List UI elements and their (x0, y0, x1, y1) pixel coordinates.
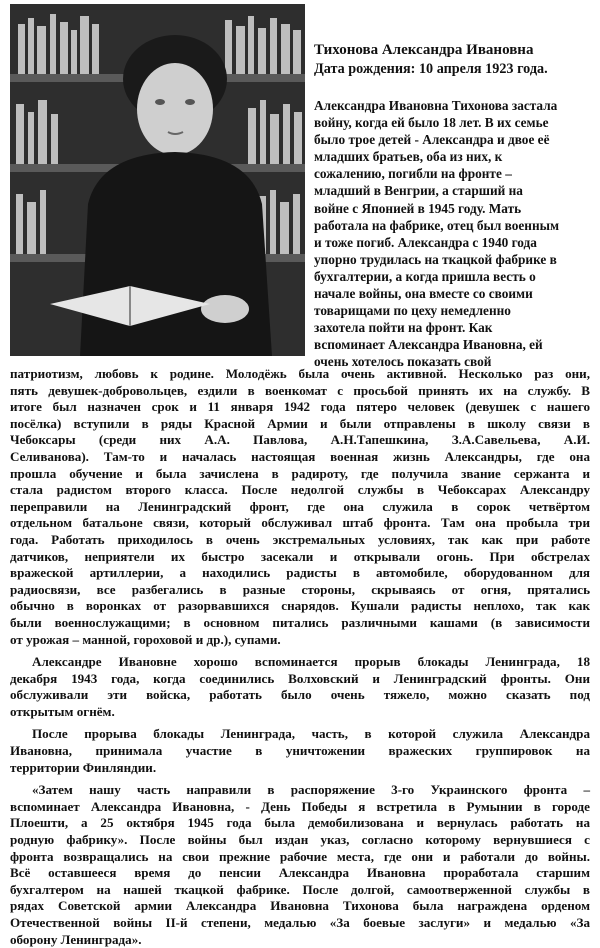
side-line: начале войны, она вместе со своими (314, 286, 533, 302)
text-line: родную фабрику». После войны был издан указ, согласно которому вернувшиеся с (10, 832, 590, 848)
text-line: стала радистом второго класса. После недолгой службы в Чебоксарах Александру (10, 482, 590, 498)
side-line: было трое детей - Александра и двое её (314, 132, 550, 148)
text-line: Селиванова). Там-то и началась настоящая военная жизнь Александры, где она (10, 448, 590, 464)
text-line: прошла обучение и была зачислена в радироту, где получила звание сержанта и (10, 465, 590, 481)
text-line: вражеской артиллерии, а находились радисты в автомобиле, оборудованном для (10, 565, 590, 581)
text-line: фронта возвращались на свои прежние рабочие места, где они и работали до войны. (10, 848, 590, 864)
side-line: младших братьев, оба из них, к (314, 149, 503, 165)
side-line: захотела пойти на фронт. Как (314, 320, 493, 336)
side-line: товарищами по цеху немедленно (314, 303, 511, 319)
text-line: посёлка) вступили в ряды Красной Армии и были отправлены в школу связи в (10, 415, 590, 431)
text-line: оборону Ленинграда». (10, 931, 142, 947)
text-line: обслуживали эти войска, работать было очень тяжело, можно сказать под (10, 687, 590, 703)
text-line: переправили на Ленинградский фронт, где она служила в сорок четвёртом (10, 498, 590, 514)
text-line: После прорыва блокады Ленинграда, часть, в которой служила Александра (32, 726, 590, 742)
text-line: патриотизм, любовь к родине. Молодёжь была очень активной. Несколько раз они, (10, 366, 590, 381)
side-line: и тоже погиб. Александра с 1940 года (314, 234, 537, 250)
text-line: Всё оставшееся время до пенсии Александра Ивановна проработала старшим (10, 865, 590, 881)
text-line: были военнослужащими; в основном питались различными кашами (в зависимости (10, 614, 590, 630)
side-line: войну, когда ей было 18 лет. В их семье (314, 115, 549, 131)
text-line: открытым огнём. (10, 703, 115, 719)
text-line: бухгалтером на нашей ткацкой фабрике. После долгой, самоотверженной службы в (10, 881, 590, 897)
text-line: Александре Ивановне хорошо вспоминается прорыв блокады Ленинграда, 18 (32, 654, 590, 670)
main-text (10, 366, 590, 948)
text-line: от урожая – манной, гороховой и др.), супами. (10, 631, 281, 647)
paragraph-4 (10, 782, 590, 948)
side-line: войне с Японией в 1945 году. Мать (314, 200, 522, 216)
text-line: «Затем нашу часть направили в распоряжение 3-го Украинского фронта – (32, 782, 590, 798)
text-line: рядах Советской армии Александра Ивановна Тихонова была награждена орденом (10, 898, 590, 914)
paragraph-2 (10, 654, 590, 720)
text-line: Ивановна, принимала участие в уничтожении вражеских группировок на (10, 743, 590, 759)
side-line: вспоминает Александра Ивановна, ей (314, 337, 543, 353)
text-line: года. Работать приходилось в очень экстремальных условиях, так как при работе (10, 531, 590, 547)
paragraph-1 (10, 366, 590, 648)
text-line: радиосвязи, все разбегались в разные стороны, скрываясь от огня, прятались (10, 581, 590, 597)
side-line: работала на фабрике, отец был военным (314, 217, 560, 233)
birth-date: Дата рождения: 10 апреля 1923 года. (314, 61, 548, 77)
side-line: очень хотелось показать свой (314, 354, 492, 370)
side-line: бухгалтерии, а когда пришла весть о (314, 268, 536, 284)
side-column-text (314, 97, 592, 371)
text-line: отдельном батальоне связи, который обслуживал штаб фронта. Там она пробыла три (10, 515, 590, 531)
side-line: Александра Ивановна Тихонова застала (314, 98, 558, 113)
text-line: Отечественной войны II-й степени, медалью «За боевые заслуги» и медалью «За (10, 915, 590, 930)
text-line: итоге был назначен срок и 11 января 1942 года пятеро человек (девушек с нашего (10, 399, 590, 415)
side-line: упорно трудилась на ткацкой фабрике в (314, 251, 557, 267)
text-line: Чебоксары (среди них А.А. Павлова, А.Н.Тапешкина, З.А.Савельева, А.И. (10, 432, 590, 448)
text-line: территории Финляндии. (10, 759, 157, 775)
text-line: пять девушек-добровольцев, ездили в военкомат с просьбой принять их на службу. В (10, 382, 590, 398)
article-heading (314, 40, 594, 78)
text-line: Плоешти, а 25 октября 1945 года была демобилизована и вернулась работать на (10, 815, 590, 831)
text-line: декабря 1943 года, когда соединились Волховский и Ленинградский фронты. Они (10, 670, 590, 686)
side-line: младший в Венгрии, а старший на (314, 183, 523, 199)
side-line: сожалению, погибли на фронте – (314, 166, 512, 182)
text-line: вспоминает Александра Ивановна, - День Победы я встретила в Румынии в городе (10, 798, 590, 814)
paragraph-3 (10, 726, 590, 776)
person-name: Тихонова Александра Ивановна (314, 42, 534, 58)
portrait-photo (10, 4, 305, 356)
text-line: датчиков, неприятели их быстро засекали и открывали огонь. При обстрелах (10, 548, 590, 564)
text-line: обычно в воронках от разорвавшихся снарядов. Кушали радисты неплохо, так как (10, 598, 590, 614)
